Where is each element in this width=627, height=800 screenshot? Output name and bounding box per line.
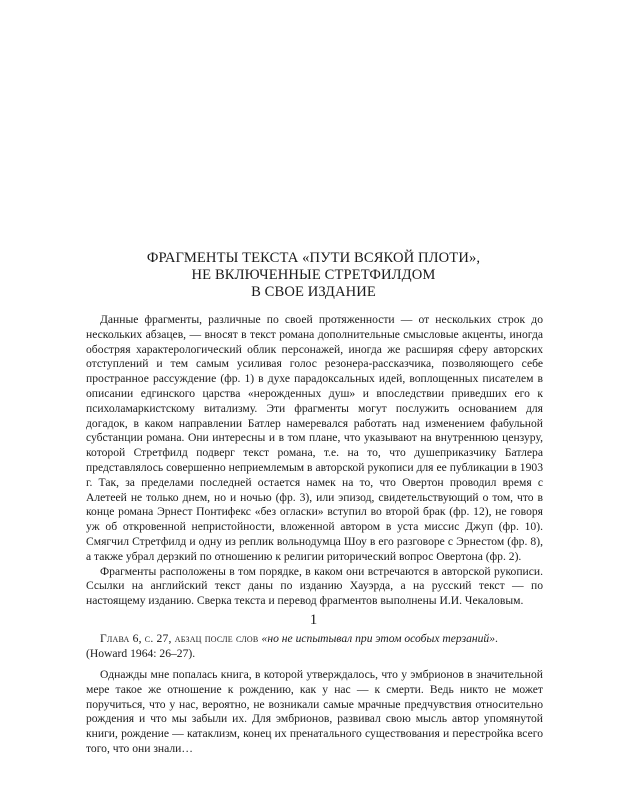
intro-text xyxy=(86,313,543,609)
intro-paragraph-1: Данные фрагменты, различные по своей протяженности — от нескольких строк до нескольких абзацев, — вносят в текст романа дополнительные смысловые акценты, иногда обостряя характерологический облик персонажей, иногда же расширяя сферу авторских отступлений и тем самым усиливая голос резонера-рассказчика, позволяющего себе пространное рассуждение (фр. 1) в духе парадоксальных идей, воплощенных писателем в описании едгинского царства «нерожденных душ» и впоследствии приведших его к психоламаркистскому витализму. Эти фрагменты могут послужить основанием для догадок, в каком направлении Батлер намеревался работать над изменением фабульной субстанции романа. Они интересны и в том плане, что указывают на внутреннюю цензуру, которой Стретфилд подверг текст романа, т.е. на то, что душеприказчику Батлера представлялось совершенно неприемлемым в авторской рукописи для ее публикации в 1903 г. Так, за пределами последней остается намек на то, что Овертон проводил время с Алетеей не только днем, но и ночью (фр. 3), или эпизод, свидетельствующий о том, что в конце романа Эрнест Понтифекс «без огласки» вступил во второй брак (фр. 12), не говоря уж об откровенной непристойности, вложенной автором в уста миссис Джуп (фр. 10). Смягчил Стретфилд и одну из реплик вольнодумца Шоу в его разговоре с Эрнестом (фр. 8), а также убрал дерзкий по отношению к религии риторический вопрос Овертона (фр. 2). xyxy=(86,313,543,563)
chapter-tail: . xyxy=(495,632,498,645)
chapter-label: Глава 6, с. 27, абзац после слов xyxy=(100,632,262,645)
heading-line-2: НЕ ВКЛЮЧЕННЫЕ СТРЕТФИЛДОМ xyxy=(191,267,436,283)
fragment-paragraph: Однажды мне попалась книга, в которой утверждалось, что у эмбрионов в значительной мере такое же отношение к рождению, как у нас — к смерти. Ведь никто не может поручиться, что у нас, вероятно, не возникали самые мрачные предчувствия относительно рождения и что мы забыли их. Для эмбрионов, развивал свою мысль автор упомянутой книги, рождение — катаклизм, конец их пренатального существования и перестройка всего того, что они знали… xyxy=(86,668,543,755)
fragment-text xyxy=(86,668,543,757)
heading-line-1: ФРАГМЕНТЫ ТЕКСТА «ПУТИ ВСЯКОЙ ПЛОТИ», xyxy=(146,250,481,266)
document-heading xyxy=(60,250,567,301)
heading-line-3: В СВОЕ ИЗДАНИЕ xyxy=(251,284,376,300)
section-number: 1 xyxy=(309,612,318,628)
chapter-quote: «но не испытывал при этом особых терзаний» xyxy=(261,632,496,645)
intro-paragraph-2: Фрагменты расположены в том порядке, в каком они встречаются в авторской рукописи. Ссылки на английский текст даны по изданию Хауэрда, а на русский текст — по настоящему изданию. Сверка текста и перевод фрагментов выполнены И.И. Чекаловым. xyxy=(86,564,543,608)
chapter-location-line xyxy=(86,632,543,647)
howard-reference: (Howard 1964: 26–27). xyxy=(86,646,196,660)
chapter-reference xyxy=(86,632,543,662)
